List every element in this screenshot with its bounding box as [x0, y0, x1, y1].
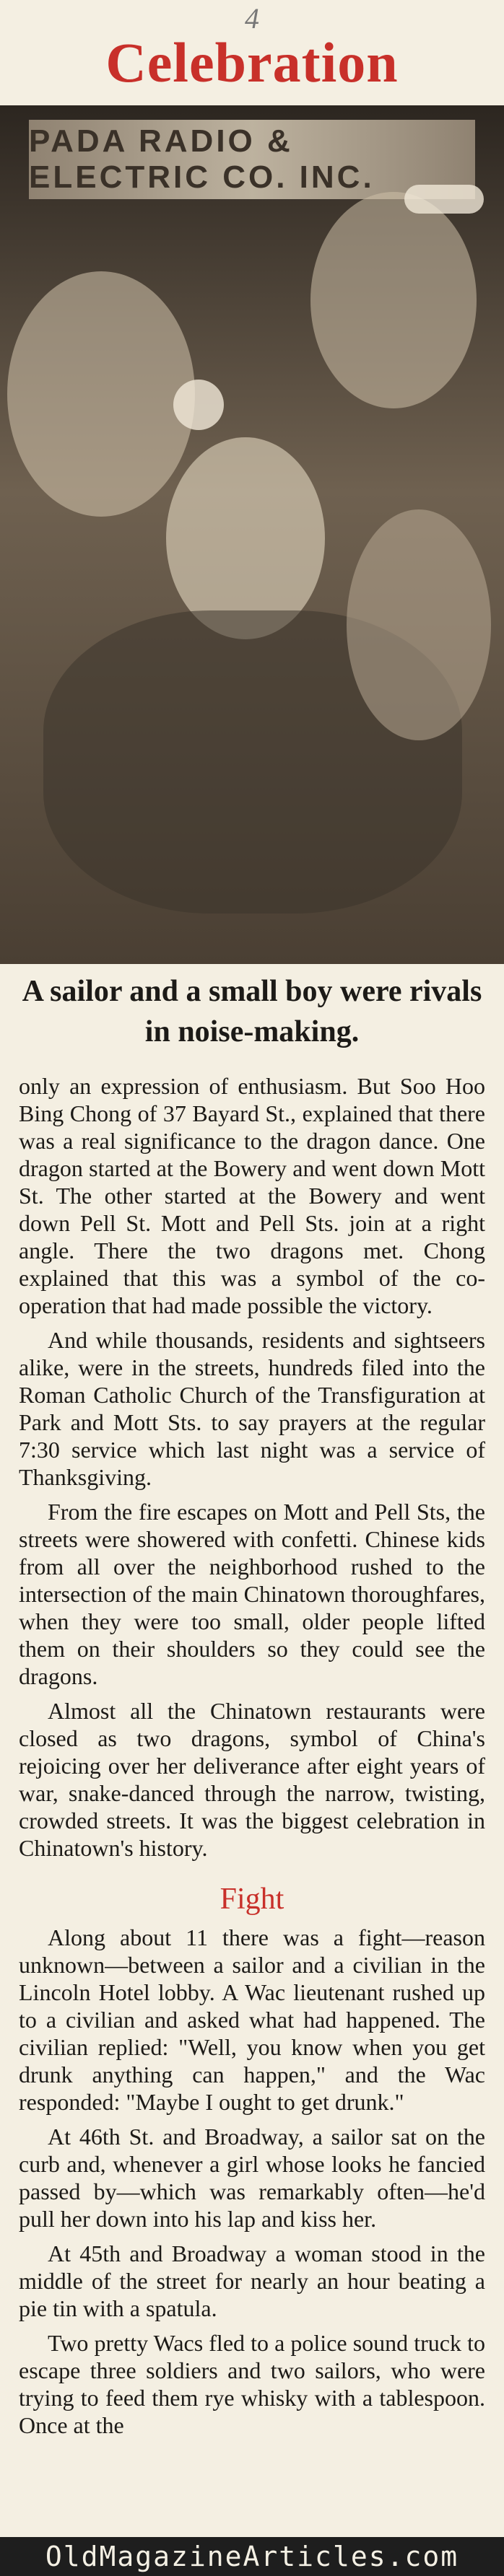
article-paragraph: Two pretty Wacs fled to a police sound truck to escape three soldiers and two sailors, who were trying to feed them rye whisky with a tablespoon. Once at the [19, 2330, 485, 2438]
news-photo [0, 105, 504, 964]
section-subhead: Fight [220, 1883, 284, 1916]
photo-figure-sailor [7, 271, 195, 517]
photo-noisemaker [173, 380, 224, 430]
article-paragraph: Almost all the Chinatown restaurants were closed as two dragons, symbol of China's rejoicing over her deliverance after eight years of war, snake-danced through the narrow, twisting, crowded streets. It was the biggest celebration in Chinatown's history. [19, 1698, 485, 1861]
article-paragraph: Along about 11 there was a fight—reason unknown—between a sailor and a civilian in the Lincoln Hotel lobby. A Wac lieutenant rushed up to a civilian and asked what had happened. The civilian replied: "Well, you know when you get drunk anything can happen," and the Wac responded: "Maybe I ought to get drunk." [19, 1924, 485, 2115]
article-paragraph: And while thousands, residents and sightseers alike, were in the streets, hundreds filed into the Roman Catholic Church of the Transfiguration at Park and Mott Sts. to say prayers at the regular 7:30 service which last night was a service of Thanksgiving. [19, 1327, 485, 1490]
photo-figure-man [347, 509, 491, 740]
site-watermark: OldMagazineArticles.com [0, 2537, 504, 2576]
storefront-sign: PADA RADIO & ELECTRIC CO. INC. [29, 120, 475, 199]
article-body [19, 1072, 485, 2446]
article-paragraph: only an expression of enthusiasm. But Soo Hoo Bing Chong of 37 Bayard St., explained that there was a real significance to the dragon dance. One dragon started at the Bowery and went down Mott St. The other started at the Bowery and went down Pell St. Mott and Pell Sts. join at a right angle. There the two dragons met. Chong explained that this was a symbol of the co-operation that had made possible the victory. [19, 1073, 485, 1318]
article-paragraph: At 46th St. and Broadway, a sailor sat on the curb and, whenever a girl whose looks he fancied passed by—which was remarkably often—he'd pull her down into his lap and kiss her. [19, 2124, 485, 2232]
article-paragraph: From the fire escapes on Mott and Pell Sts, the streets were showered with confetti. Chinese kids from all over the neighborhood rushed to the intersection of the main Chinatown thoroughfares, when they were too small, older people lifted them on their shoulders so they could see the dragons. [19, 1499, 485, 1689]
photo-horn [404, 185, 484, 214]
caption-line: in noise-making. [144, 1015, 360, 1049]
article-paragraph: At 45th and Broadway a woman stood in the middle of the street for nearly an hour beating a pie tin with a spatula. [19, 2240, 485, 2321]
page-number: 4 [245, 2, 259, 35]
photo-figure-woman [166, 437, 325, 639]
headline: Celebration [105, 31, 399, 94]
photo-caption [7, 971, 497, 1053]
caption-line: A sailor and a small boy were rivals [22, 975, 482, 1008]
photo-figure-boy [310, 192, 477, 408]
